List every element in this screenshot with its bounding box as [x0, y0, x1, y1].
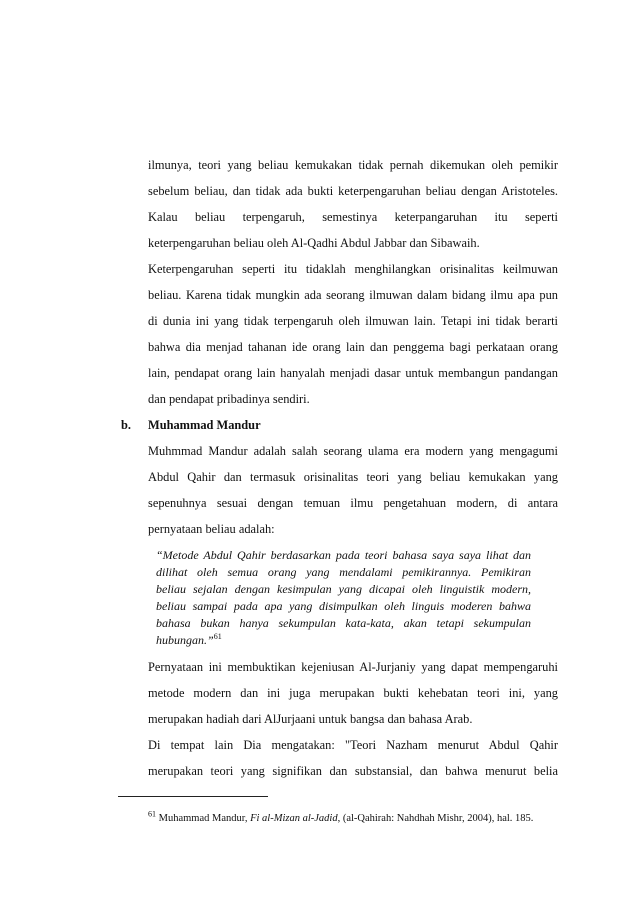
section-line: pernyataan beliau adalah: [148, 522, 275, 536]
body-line: bahwa dia menjad tahanan ide orang lain dan penggema bagi perkataan orang [148, 340, 558, 354]
body-line: merupakan hadiah dari AlJurjaani untuk bangsa dan bahasa Arab. [148, 712, 473, 726]
body-line: metode modern dan ini juga merupakan bukti kehebatan teori ini, yang [148, 686, 558, 700]
body-line: Kalau beliau terpengaruh, semestinya keterpangaruhan itu seperti [148, 210, 558, 224]
footnote-reference: 61 [213, 632, 222, 641]
footnote-author: Muhammad Mandur, [158, 813, 251, 824]
quote-line: beliau sejalan dengan kesimpulan yang dicapai oleh linguistik modern, [156, 582, 531, 596]
section-line: Abdul Qahir dan termasuk orisinalitas teori yang beliau kemukakan yang [148, 470, 558, 484]
footnote [148, 809, 534, 826]
body-line: dan pendapat pribadinya sendiri. [148, 392, 310, 406]
footnote-title: Fi al-Mizan al-Jadid [250, 813, 338, 824]
body-line: Di tempat lain Dia mengatakan: "Teori Nazham menurut Abdul Qahir [148, 738, 558, 752]
body-line: ilmunya, teori yang beliau kemukakan tidak pernah dikemukan oleh pemikir [148, 158, 558, 172]
quote-line: beliau sampai pada apa yang disimpulkan oleh linguis moderen bahwa [156, 599, 531, 613]
body-line: Pernyataan ini membuktikan kejeniusan Al-Jurjaniy yang dapat mempengaruhi [148, 660, 558, 674]
footnote-number: 61 [148, 809, 156, 819]
quote-last-line [156, 633, 531, 648]
body-line: lain, pendapat orang lain hanyalah menjadi dasar untuk membangun pandangan [148, 366, 558, 380]
body-line: beliau. Karena tidak mungkin ada seorang ilmuwan dalam bidang ilmu apa pun [148, 288, 558, 302]
body-line: sebelum beliau, dan tidak ada bukti keterpengaruhan beliau dengan Aristoteles. [148, 184, 558, 198]
quote-line: “Metode Abdul Qahir berdasarkan pada teori bahasa saya saya lihat dan [156, 548, 531, 562]
section-line: Muhmmad Mandur adalah salah seorang ulama era modern yang mengagumi [148, 444, 558, 458]
section-line: sepenuhnya sesuai dengan temuan ilmu pengetahuan modern, di antara [148, 496, 558, 510]
quote-line: bahasa bukan hanya sekumpulan kata-kata, akan tetapi sekumpulan [156, 616, 531, 630]
body-line: merupakan teori yang signifikan dan substansial, dan bahwa menurut belia [148, 764, 558, 778]
footnote-divider [118, 796, 268, 797]
quote-text: hubungan.” [156, 633, 214, 647]
body-line: Keterpengaruhan seperti itu tidaklah menghilangkan orisinalitas keilmuwan [148, 262, 558, 276]
section-heading [121, 417, 261, 433]
footnote-details: , (al-Qahirah: Nahdhah Mishr, 2004), hal. 185. [337, 813, 534, 824]
body-line: di dunia ini yang tidak terpengaruh oleh ilmuwan lain. Tetapi ini tidak berarti [148, 314, 558, 328]
body-line: keterpengaruhan beliau oleh Al-Qadhi Abdul Jabbar dan Sibawaih. [148, 236, 480, 250]
quote-line: dilihat oleh semua orang yang mendalami pemikirannya. Pemikiran [156, 565, 531, 579]
section-title: Muhammad Mandur [148, 418, 261, 432]
section-marker: b. [121, 418, 131, 432]
